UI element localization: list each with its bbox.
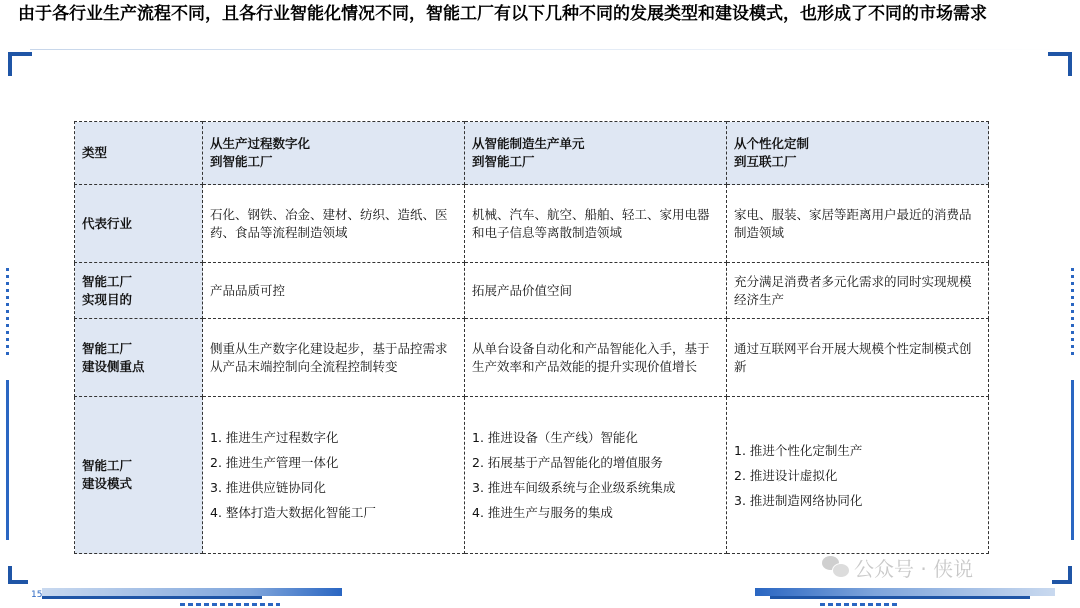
table-row xyxy=(75,185,989,263)
footer-decoration-right xyxy=(755,588,1055,596)
corner-bracket-bottom-right xyxy=(1052,566,1072,584)
table-cell: 侧重从生产数字化建设起步，基于品控需求从产品末端控制向全流程控制转变 xyxy=(203,319,465,397)
header-col3-line1: 从个性化定制 xyxy=(734,136,810,151)
watermark xyxy=(822,552,973,582)
header-col1-line1: 从生产过程数字化 xyxy=(210,136,311,151)
footer-ticks-left xyxy=(180,603,280,606)
header-type-label: 类型 xyxy=(82,145,108,160)
page-number: 15 xyxy=(31,590,43,600)
row-label-line: 代表行业 xyxy=(82,215,133,231)
row-label-line: 智能工厂 xyxy=(82,340,133,356)
header-type-cell xyxy=(75,122,203,185)
row-label-line: 实现目的 xyxy=(82,291,133,307)
table-header-row xyxy=(75,122,989,185)
header-col3-line2: 到互联工厂 xyxy=(734,154,797,169)
table-row xyxy=(75,263,989,319)
wechat-icon xyxy=(822,556,848,578)
table-cell: 从单台设备自动化和产品智能化入手，基于生产效率和产品效能的提升实现价值增长 xyxy=(465,319,727,397)
table-cell: 石化、钢铁、冶金、建材、纺织、造纸、医药、食品等流程制造领域 xyxy=(203,185,465,263)
corner-bracket-top-right xyxy=(1048,52,1072,76)
header-col2-cell xyxy=(465,122,727,185)
list-item: 1. 推进生产过程数字化 xyxy=(210,430,339,445)
row-label-line: 智能工厂 xyxy=(82,273,133,289)
factory-types-table xyxy=(74,121,989,554)
list-item: 1. 推进个性化定制生产 xyxy=(734,442,863,458)
title-divider xyxy=(30,49,1060,50)
list-item: 3. 推进车间级系统与企业级系统集成 xyxy=(472,480,676,495)
table-cell: 拓展产品价值空间 xyxy=(465,263,727,319)
table-cell: 产品品质可控 xyxy=(203,263,465,319)
footer-line-right xyxy=(770,596,1030,599)
list-item: 1. 推进设备（生产线）智能化 xyxy=(472,430,638,445)
header-col3-cell xyxy=(727,122,989,185)
page-title: 由于各行业生产流程不同，且各行业智能化情况不同，智能工厂有以下几种不同的发展类型和建设模式，也形成了不同的市场需求 xyxy=(18,4,987,24)
table-row xyxy=(75,319,989,397)
table-cell: 机械、汽车、航空、船舶、轻工、家用电器和电子信息等离散制造领域 xyxy=(465,185,727,263)
corner-bracket-bottom-left xyxy=(8,566,28,584)
row-label-line: 建设侧重点 xyxy=(82,358,145,374)
table-cell: 通过互联网平台开展大规模个性定制模式创新 xyxy=(727,319,989,397)
list-item: 4. 推进生产与服务的集成 xyxy=(472,505,613,520)
row-label-cell xyxy=(75,397,203,554)
footer-line-left xyxy=(42,596,262,599)
list-item: 3. 推进供应链协同化 xyxy=(210,480,326,495)
left-bar-decoration xyxy=(6,380,9,540)
list-item: 2. 推进设计虚拟化 xyxy=(734,467,838,483)
list-item: 3. 推进制造网络协同化 xyxy=(734,492,863,508)
header-col2-line2: 到智能工厂 xyxy=(472,154,535,169)
row-label-line: 建设模式 xyxy=(82,476,133,491)
header-col1-cell xyxy=(203,122,465,185)
row-label-cell xyxy=(75,263,203,319)
watermark-text: 公众号 · 侠说 xyxy=(854,556,974,581)
list-item: 4. 整体打造大数据化智能工厂 xyxy=(210,505,376,520)
right-dash-decoration xyxy=(1071,268,1074,358)
list-item: 2. 拓展基于产品智能化的增值服务 xyxy=(472,455,663,470)
header-col2-line1: 从智能制造生产单元 xyxy=(472,136,585,151)
row-label-cell xyxy=(75,185,203,263)
right-bar-decoration xyxy=(1071,380,1074,540)
table-cell: 充分满足消费者多元化需求的同时实现规模经济生产 xyxy=(727,263,989,319)
corner-bracket-top-left xyxy=(8,52,32,76)
left-dash-decoration xyxy=(6,268,9,358)
row-label-line: 智能工厂 xyxy=(82,458,133,473)
table-cell xyxy=(465,397,727,554)
footer-decoration-left xyxy=(42,588,342,596)
table-cell xyxy=(727,397,989,554)
footer-ticks-right xyxy=(820,603,900,606)
header-col1-line2: 到智能工厂 xyxy=(210,154,273,169)
row-label-cell xyxy=(75,319,203,397)
list-item: 2. 推进生产管理一体化 xyxy=(210,455,339,470)
table-cell: 家电、服装、家居等距离用户最近的消费品制造领域 xyxy=(727,185,989,263)
table-cell xyxy=(203,397,465,554)
table-row xyxy=(75,397,989,554)
